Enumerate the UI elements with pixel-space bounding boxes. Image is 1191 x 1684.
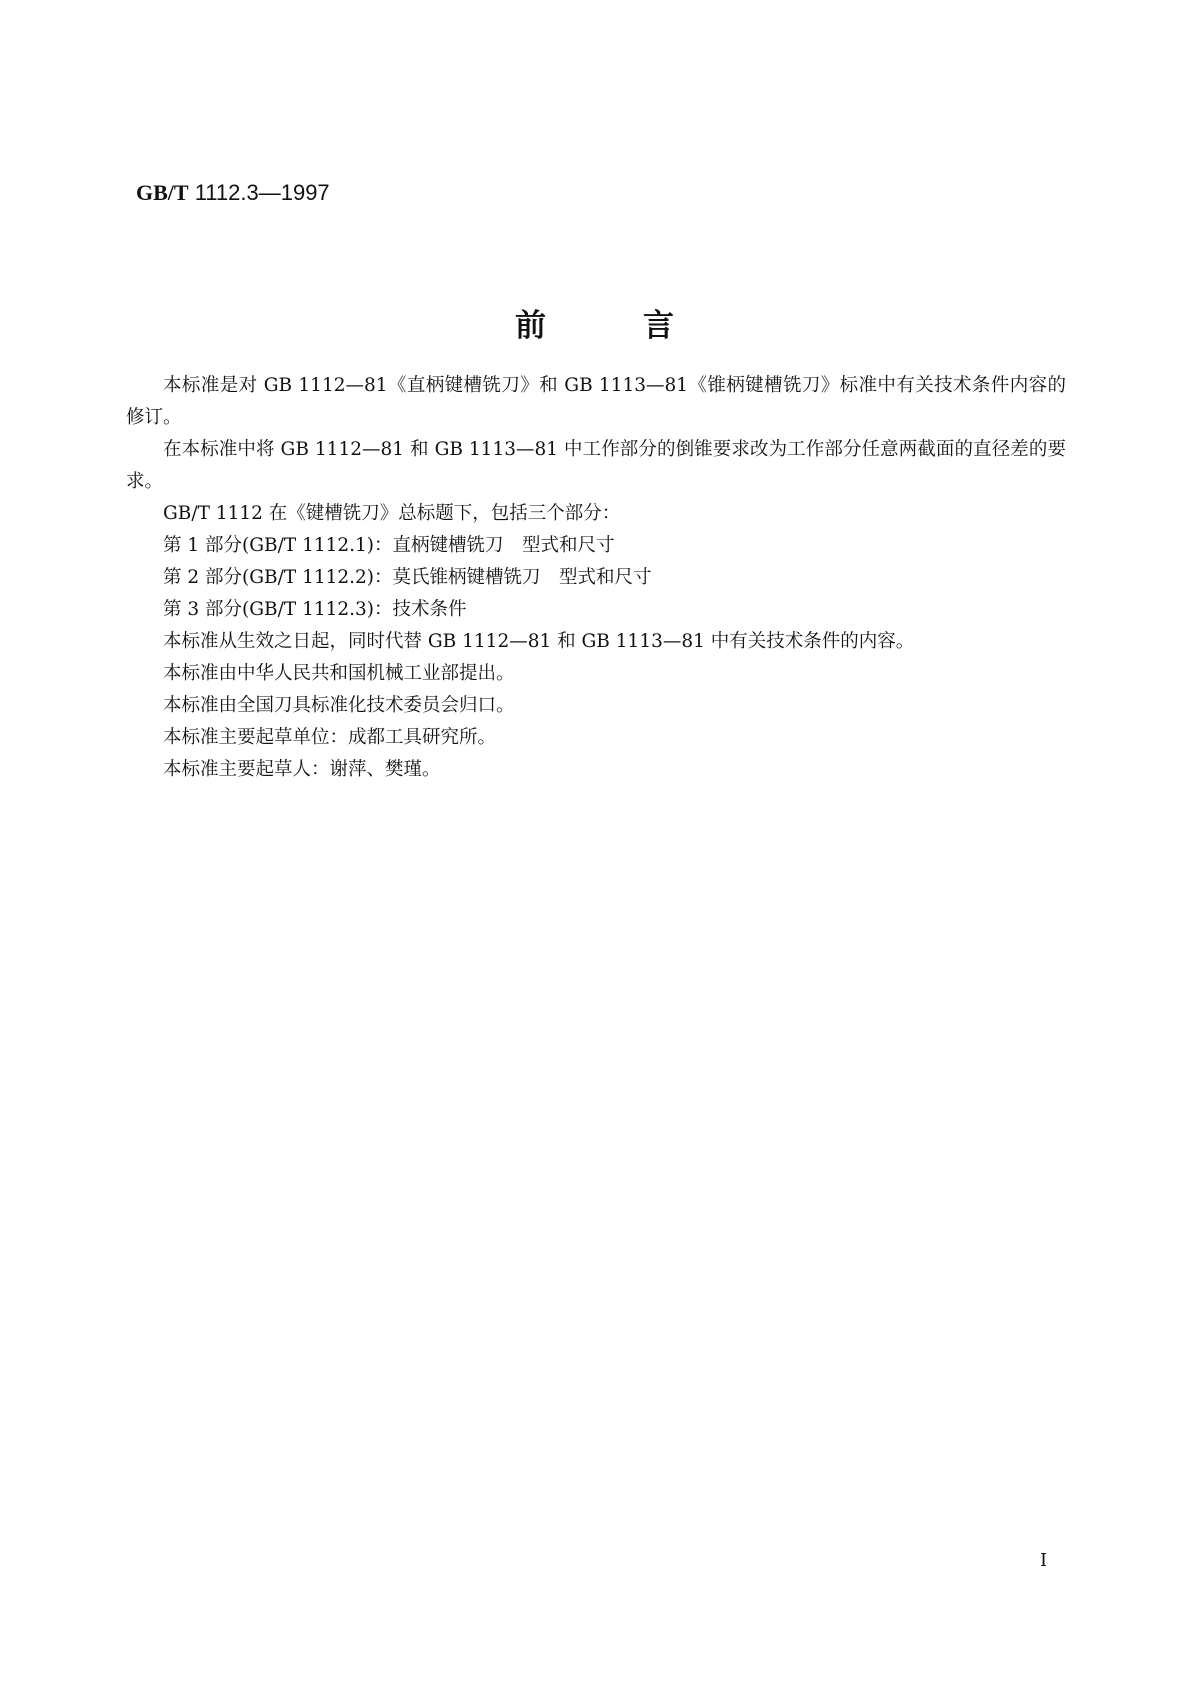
standard-code-number: 1112.3—1997	[194, 180, 330, 205]
text-line: 本标准由全国刀具标准化技术委员会归口。	[163, 695, 515, 716]
standard-code	[136, 180, 330, 206]
text-line: 第 1 部分(GB/T 1112.1)：直柄键槽铣刀 型式和尺寸	[163, 535, 615, 556]
page-title	[0, 300, 1191, 345]
text-line: 第 3 部分(GB/T 1112.3)：技术条件	[163, 599, 467, 620]
page-number: I	[1040, 1550, 1048, 1571]
foreword-body	[126, 370, 1066, 786]
text-line: 本标准从生效之日起，同时代替 GB 1112—81 和 GB 1113—81 中有关技术条件的内容。	[163, 631, 915, 652]
title-char-1: 前	[515, 308, 548, 344]
text-line: 第 2 部分(GB/T 1112.2)：莫氏锥柄键槽铣刀 型式和尺寸	[163, 567, 652, 588]
text-line: 本标准主要起草单位：成都工具研究所。	[163, 727, 497, 748]
standard-code-prefix: GB/T	[136, 180, 189, 205]
paragraph: 本标准是对 GB 1112—81《直柄键槽铣刀》和 GB 1113—81《锥柄键槽铣刀》标准中有关技术条件内容的修订。	[126, 375, 1066, 428]
text-line: GB/T 1112 在《键槽铣刀》总标题下，包括三个部分：	[163, 503, 621, 524]
paragraph: 在本标准中将 GB 1112—81 和 GB 1113—81 中工作部分的倒锥要求改为工作部分任意两截面的直径差的要求。	[126, 439, 1066, 492]
text-line: 本标准由中华人民共和国机械工业部提出。	[163, 663, 515, 684]
title-char-2: 言	[643, 308, 676, 344]
text-line: 本标准主要起草人：谢萍、樊瑾。	[163, 759, 441, 780]
